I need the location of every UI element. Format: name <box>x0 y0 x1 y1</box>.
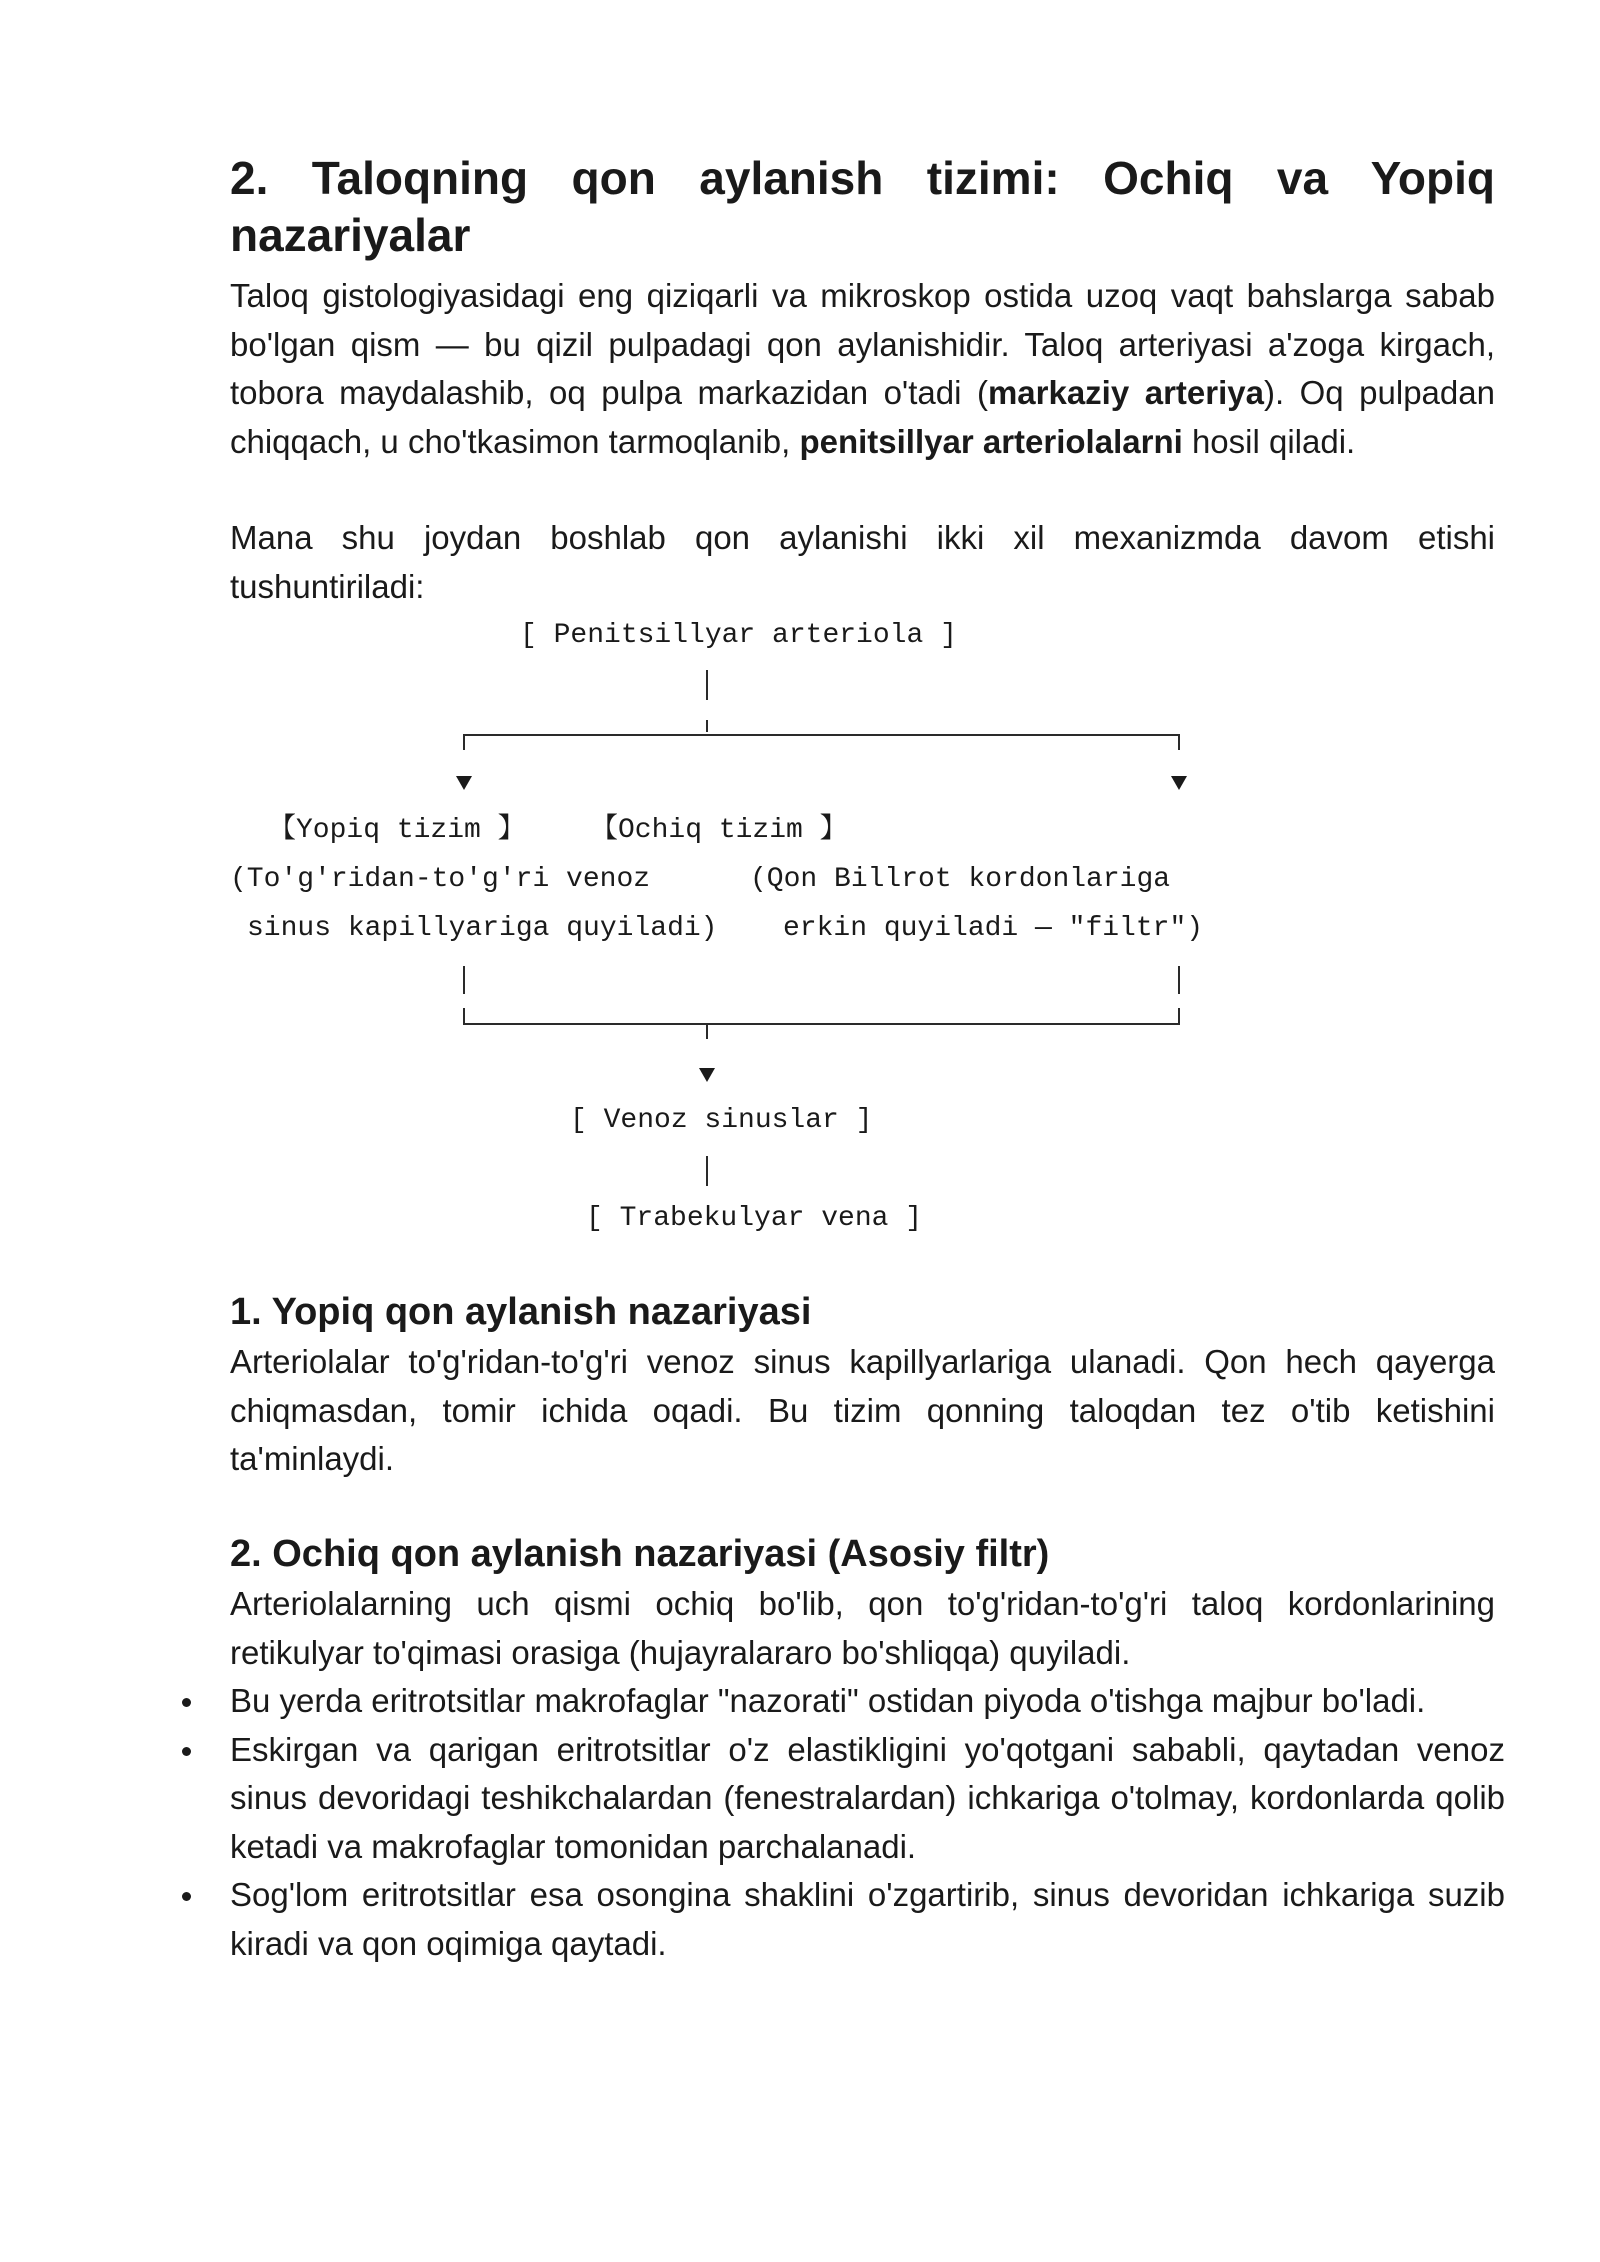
list-item: Sog'lom eritrotsitlar esa osongina shaklini o'zgartirib, sinus devoridan ichkariga suzib kiradi va qon oqimiga qaytadi. <box>230 1871 1505 1968</box>
open-theory-heading: 2. Ochiq qon aylanish nazariyasi (Asosiy filtr) <box>230 1533 1050 1575</box>
intro-text-3: hosil qiladi. <box>1182 422 1356 460</box>
closed-theory-heading: 1. Yopiq qon aylanish nazariyasi <box>230 1291 812 1333</box>
diagram-connector <box>1178 966 1180 994</box>
bullet-icon <box>182 1698 191 1707</box>
open-theory-list <box>230 1677 1505 1968</box>
arrow-down-icon <box>456 776 472 790</box>
arrow-down-icon <box>1171 776 1187 790</box>
diagram-node-closed-system: 【Yopiq tizim 】 <box>268 815 526 846</box>
diagram-merge-line <box>463 1023 1180 1025</box>
diagram-connector <box>706 1025 708 1039</box>
diagram-connector <box>463 966 465 994</box>
diagram-connector <box>463 734 465 750</box>
diagram-closed-desc: (To'g'ridan-to'g'ri venoz <box>230 864 651 895</box>
diagram-closed-desc: sinus kapillyariga quyiladi) <box>247 913 718 944</box>
open-theory-text: Arteriolalarning uch qismi ochiq bo'lib, qon to'g'ridan-to'g'ri taloq kordonlarining retikulyar to'qimasi orasiga (hujayralararo bo'shliqqa) quyiladi. <box>230 1585 1495 1671</box>
intro-bold-penicillar: penitsillyar arteriolalarni <box>799 422 1183 460</box>
diagram-branch-line <box>463 734 1180 736</box>
intro-paragraph-2: Mana shu joydan boshlab qon aylanishi ikki xil mexanizmda davom etishi tushuntiriladi: <box>230 519 1495 605</box>
list-item: Bu yerda eritrotsitlar makrofaglar "nazorati" ostidan piyoda o'tishga majbur bo'ladi. <box>230 1677 1505 1726</box>
intro-text-1: Taloq gistologiyasidagi eng qiziqarli va mikroskop ostida uzoq vaqt bahslarga sabab bo'lgan qism — bu qizil pulpadagi qon aylanishidir. Taloq arteriyasi a'zoga kirgach, tobora maydalashib, oq pulpa markazidan o'tadi ( <box>230 277 1495 411</box>
closed-theory-text: Arteriolalar to'g'ridan-to'g'ri venoz sinus kapillyarlariga ulanadi. Qon hech qayerga chiqmasdan, tomir ichida oqadi. Bu tizim qonning taloqdan tez o'tib ketishini ta'minlaydi. <box>230 1343 1495 1477</box>
diagram-connector <box>706 670 708 700</box>
intro-paragraph <box>230 272 1495 466</box>
diagram-node-venous-sinuses: [ Venoz sinuslar ] <box>570 1105 873 1136</box>
diagram-connector <box>706 720 708 732</box>
diagram-open-desc: (Qon Billrot kordonlariga <box>750 864 1171 895</box>
diagram-node-penicillar-arteriole: [ Penitsillyar arteriola ] <box>520 620 957 651</box>
diagram-open-desc: erkin quyiladi — "filtr") <box>783 913 1204 944</box>
list-item: Eskirgan va qarigan eritrotsitlar o'z elastikligini yo'qotgani sababli, qaytadan venoz sinus devoridagi teshikchalardan (fenestralardan) ichkariga o'tolmay, kordonlarda qolib ketadi va makrofaglar tomonidan parchalanadi. <box>230 1726 1505 1872</box>
diagram-connector <box>1178 734 1180 750</box>
diagram-node-open-system: 【Ochiq tizim 】 <box>590 815 848 846</box>
diagram-connector <box>706 1156 708 1186</box>
section-title: 2. Taloqning qon aylanish tizimi: Ochiq va Yopiq nazariyalar <box>230 152 1495 261</box>
bullet-icon <box>182 1892 191 1901</box>
intro-text-2: ). Oq pulpadan chiqqach, u cho'tkasimon tarmoqlanib, <box>230 374 1495 460</box>
arrow-down-icon <box>699 1068 715 1082</box>
diagram-node-trabecular-vein: [ Trabekulyar vena ] <box>586 1203 923 1234</box>
intro-bold-central-artery: markaziy arteriya <box>987 374 1264 411</box>
bullet-icon <box>182 1747 191 1756</box>
